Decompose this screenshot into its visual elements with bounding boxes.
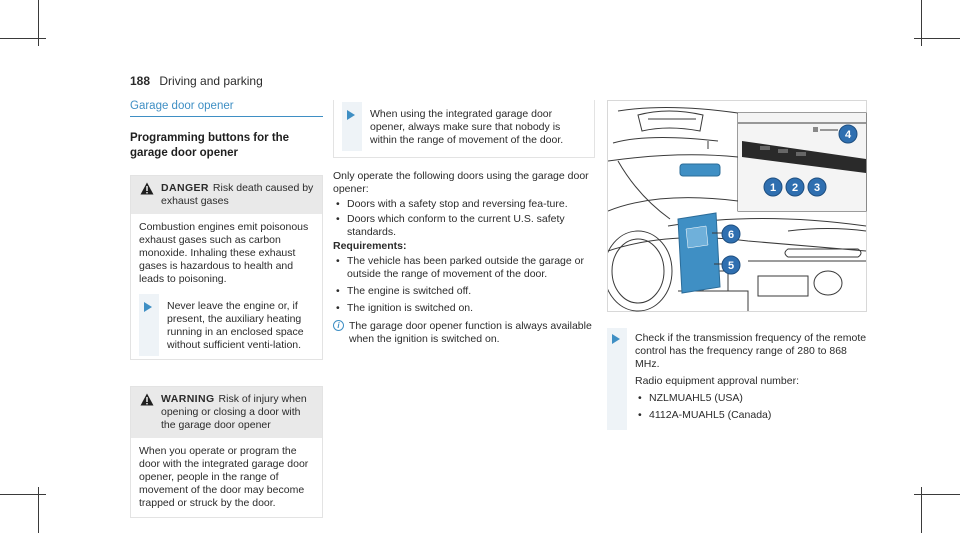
danger-label: DANGER bbox=[161, 182, 209, 194]
subsection-title: Programming buttons for the garage door opener bbox=[130, 132, 290, 159]
check-frequency-step bbox=[607, 332, 867, 422]
warning-continued-box bbox=[333, 100, 595, 158]
page-number: 188 bbox=[130, 74, 151, 88]
column-middle bbox=[333, 100, 595, 346]
callout-1 bbox=[764, 178, 782, 196]
danger-step-text: Never leave the engine or, if present, the auxiliary heating running in an enclosed space without sufficient venti-lation. bbox=[167, 300, 304, 351]
callout-3 bbox=[808, 178, 826, 196]
warning-text: When you operate or program the door with the integrated garage door opener, people in the range of movement of the door may become trapped or struck by the door. bbox=[139, 445, 309, 509]
step-arrow-icon bbox=[347, 110, 355, 120]
requirements-list bbox=[333, 255, 595, 315]
danger-heading: Risk death caused by exhaust gases bbox=[161, 182, 314, 207]
svg-text:4: 4 bbox=[844, 129, 852, 141]
svg-text:6: 6 bbox=[727, 229, 735, 241]
car-interior-illustration bbox=[608, 101, 868, 313]
warning-triangle-icon bbox=[140, 182, 154, 195]
warning-heading: Risk of injury when opening or closing a door with the garage door opener bbox=[161, 393, 307, 431]
requirements-label: Requirements: bbox=[333, 240, 407, 252]
warning-header bbox=[131, 387, 322, 438]
crop-mark bbox=[38, 487, 39, 533]
svg-text:1: 1 bbox=[769, 182, 777, 194]
crop-mark bbox=[921, 487, 922, 533]
chapter-title: Driving and parking bbox=[159, 74, 263, 88]
danger-header bbox=[131, 176, 322, 214]
info-note bbox=[333, 320, 595, 346]
svg-text:3: 3 bbox=[813, 182, 821, 194]
list-item: • 4112A-MUAHL5 (Canada) bbox=[635, 409, 867, 422]
column-left bbox=[130, 100, 323, 518]
callout-4 bbox=[839, 125, 857, 143]
doors-intro: Only operate the following doors using the garage door opener: bbox=[333, 170, 589, 195]
crop-mark bbox=[0, 38, 46, 39]
crop-mark bbox=[38, 0, 39, 46]
warning-box bbox=[130, 386, 323, 518]
callout-2 bbox=[786, 178, 804, 196]
callout-5 bbox=[722, 256, 740, 274]
callout-6 bbox=[722, 225, 740, 243]
check-frequency-text: Check if the transmission frequency of the remote control has the frequency range of 280 to 868 MHz. bbox=[635, 332, 867, 370]
svg-text:2: 2 bbox=[791, 182, 799, 194]
list-item: • The ignition is switched on. bbox=[333, 302, 595, 315]
warning-body bbox=[131, 438, 322, 517]
warning-step-text: When using the integrated garage door opener, always make sure that nobody is within the range of movement of the door. bbox=[370, 108, 564, 146]
page-header bbox=[130, 74, 263, 88]
garage-opener-figure bbox=[607, 100, 867, 312]
warning-triangle-icon bbox=[140, 393, 154, 406]
crop-mark bbox=[921, 0, 922, 46]
list-item: • Doors which conform to the current U.S. safety standards. bbox=[333, 213, 595, 239]
info-icon: i bbox=[333, 320, 344, 331]
column-right bbox=[607, 100, 867, 422]
warning-label: WARNING bbox=[161, 393, 215, 405]
list-item: • The engine is switched off. bbox=[333, 285, 595, 298]
radio-approval-label: Radio equipment approval number: bbox=[635, 375, 800, 387]
list-item: • NZLMUAHL5 (USA) bbox=[635, 392, 867, 405]
svg-text:5: 5 bbox=[727, 260, 735, 272]
section-title: Garage door opener bbox=[130, 100, 323, 117]
list-item: • The vehicle has been parked outside the garage or outside the range of movement of the door. bbox=[333, 255, 595, 281]
warning-step bbox=[342, 108, 586, 147]
danger-text: Combustion engines emit poisonous exhaust gases such as carbon monoxide. Inhaling these exhaust gases is hazardous to health and leads to poisoning. bbox=[139, 221, 309, 285]
danger-step bbox=[139, 300, 314, 352]
crop-mark bbox=[0, 494, 46, 495]
step-arrow-icon bbox=[144, 302, 152, 312]
doors-list bbox=[333, 198, 595, 239]
approval-list bbox=[635, 392, 867, 422]
list-item: • Doors with a safety stop and reversing fea-ture. bbox=[333, 198, 595, 211]
info-text: The garage door opener function is always available when the ignition is switched on. bbox=[349, 320, 592, 345]
danger-body bbox=[131, 214, 322, 359]
danger-box bbox=[130, 175, 323, 360]
warning-continued-body bbox=[334, 100, 594, 157]
step-arrow-icon bbox=[612, 334, 620, 344]
